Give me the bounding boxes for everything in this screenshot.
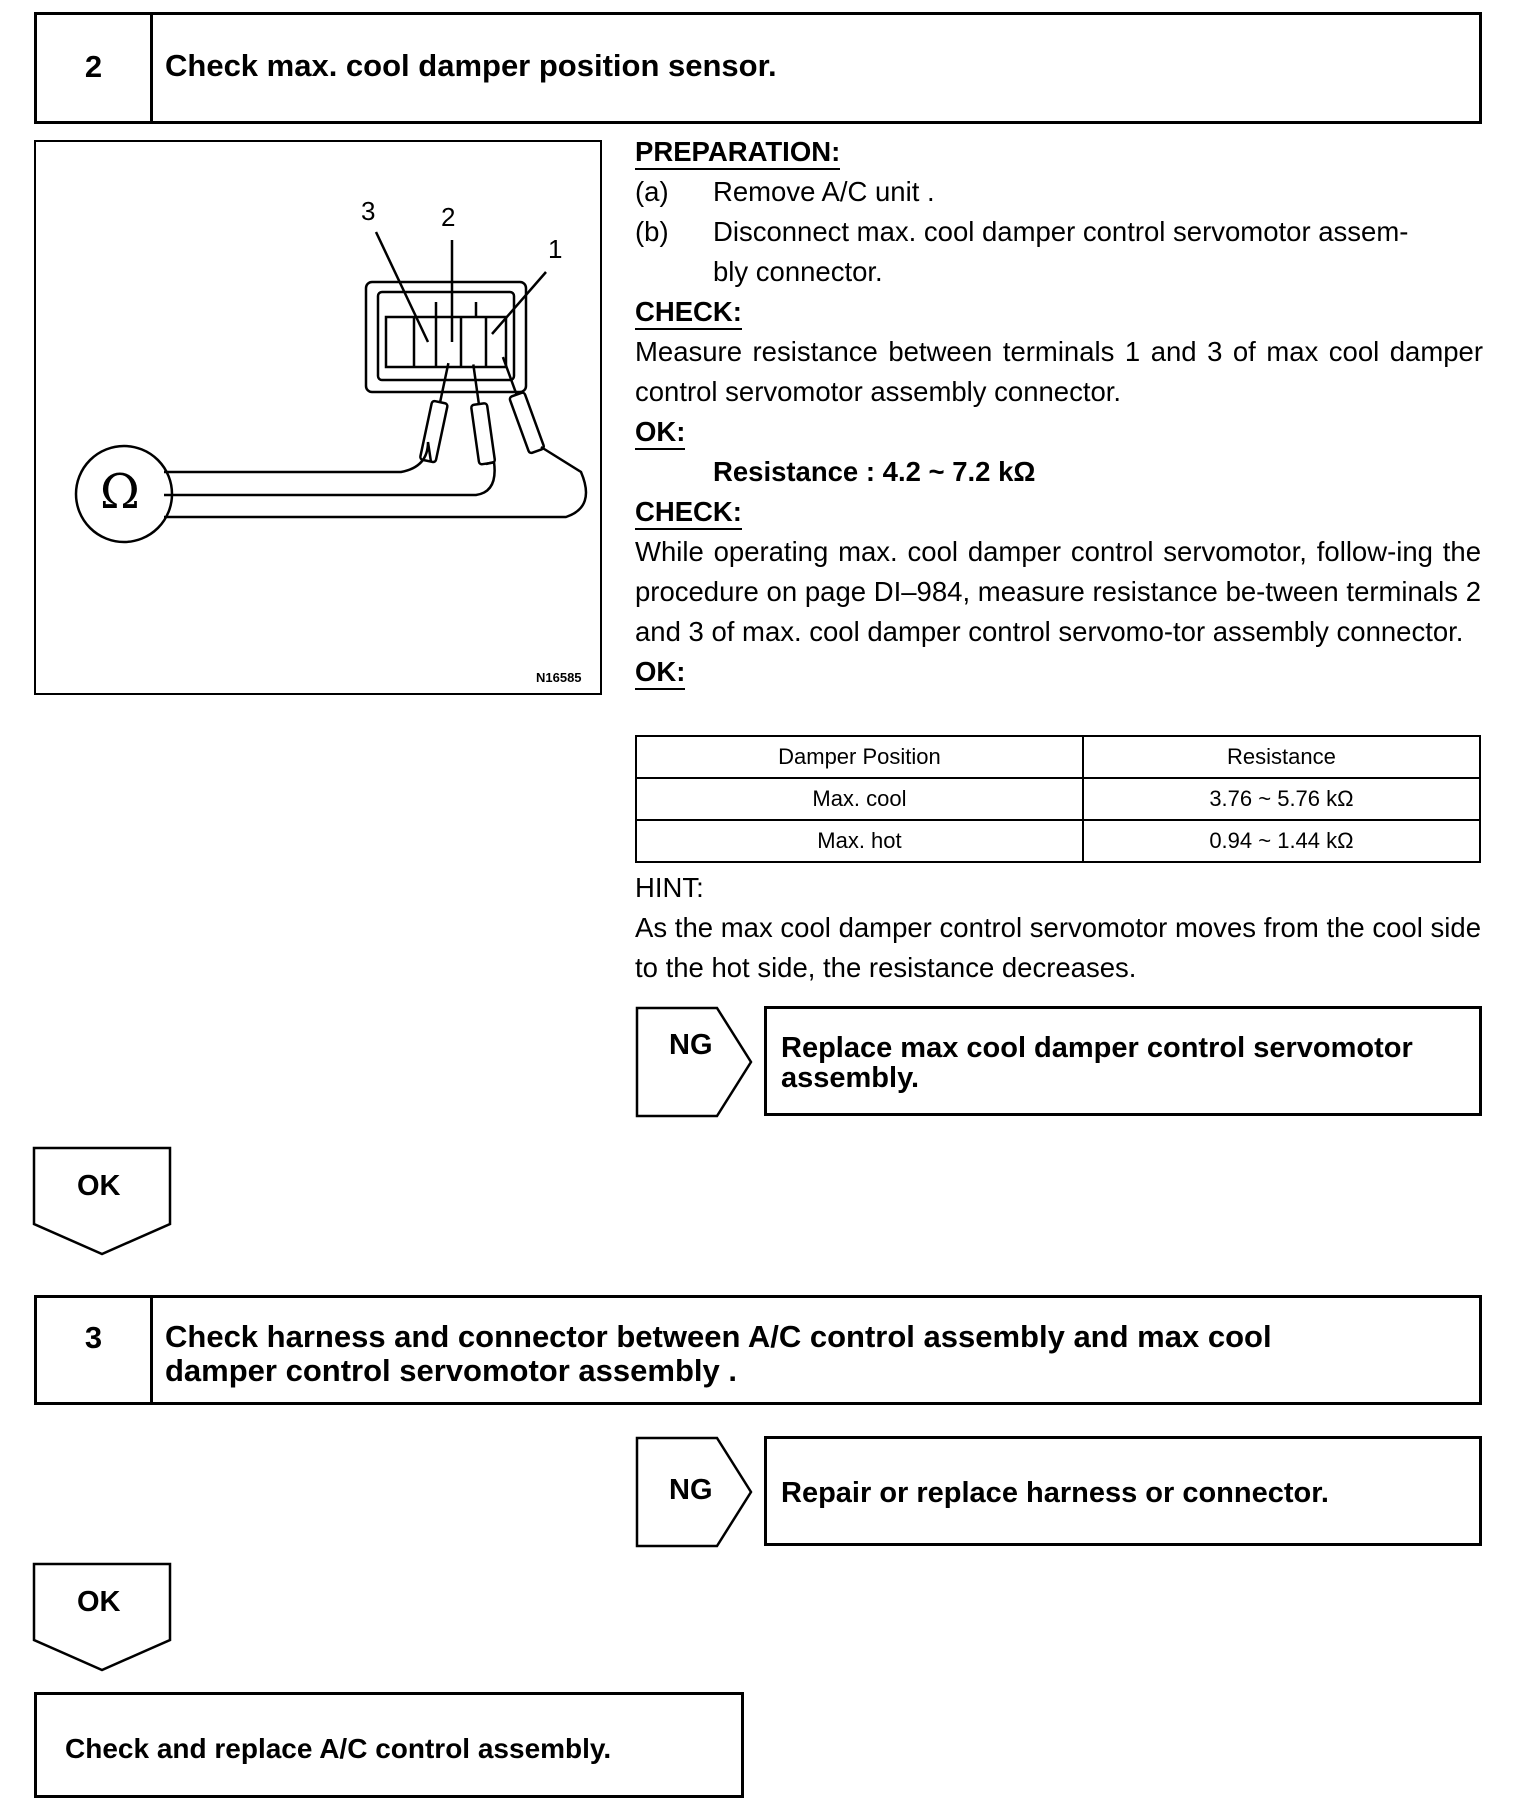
final-action-box — [34, 1692, 744, 1798]
ng-result-text-2: Repair or replace harness or connector. — [781, 1477, 1329, 1509]
check-text: Measure resistance between terminals 1 and 3 of max cool damper control servomotor assembly connector. — [635, 336, 1483, 407]
step-number: 2 — [37, 15, 153, 121]
ng-result-2 — [764, 1436, 1482, 1546]
final-action-text: Check and replace A/C control assembly. — [65, 1733, 612, 1764]
instructions-column — [635, 132, 1483, 692]
table-cell: Max. cool — [636, 778, 1083, 820]
terminal-label-2: 2 — [441, 202, 456, 232]
item-continuation: bly connector. — [713, 256, 883, 287]
table-cell: 3.76 ~ 5.76 kΩ — [1083, 778, 1480, 820]
step-title-line-1: Check harness and connector between A/C control assembly and max cool — [165, 1319, 1272, 1354]
ok-label-2: OK — [77, 1586, 121, 1618]
preparation-heading: PREPARATION: — [635, 136, 840, 170]
table-cell: Max. hot — [636, 820, 1083, 862]
ok-heading-2: OK: — [635, 656, 685, 690]
step-number: 3 — [37, 1298, 153, 1402]
table-header-row — [636, 736, 1480, 778]
ng-label-1: NG — [669, 1029, 713, 1061]
item-label: (b) — [635, 216, 669, 247]
ng-result-1 — [764, 1006, 1482, 1116]
ohmmeter-diagram — [36, 142, 600, 693]
terminal-label-1: 1 — [548, 234, 563, 264]
check-heading-2: CHECK: — [635, 496, 742, 530]
table-header: Resistance — [1083, 736, 1480, 778]
resistance-table-wrap — [635, 735, 1481, 863]
table-row — [636, 820, 1480, 862]
ng-label-2: NG — [669, 1474, 713, 1506]
connector-figure — [34, 140, 602, 695]
step-3-header — [34, 1295, 1482, 1405]
ng-result-text-1: Replace max cool damper control servomotor assembly. — [781, 1032, 1413, 1094]
item-text: Disconnect max. cool damper control servomotor assem- — [713, 216, 1409, 247]
step-title-line-2: damper control servomotor assembly . — [165, 1353, 737, 1388]
table-row — [636, 778, 1480, 820]
hint-heading: HINT: — [635, 872, 704, 903]
resistance-spec: Resistance : 4.2 ~ 7.2 kΩ — [713, 456, 1036, 487]
item-label: (a) — [635, 176, 669, 207]
ng-arrow-1 — [635, 1006, 757, 1118]
hint-text: As the max cool damper control servomotor moves from the cool side to the hot side, the resistance decreases. — [635, 912, 1481, 983]
step-title — [153, 1298, 1272, 1402]
hint-block — [635, 868, 1481, 988]
preparation-item-b — [635, 212, 1483, 252]
item-text: Remove A/C unit . — [713, 176, 935, 207]
check-text-2: While operating max. cool damper control servomotor, follow-ing the procedure on page DI–984, measure resistance be-tween terminals 2 and 3 of max. cool damper control servomo-tor assembly connector. — [635, 536, 1481, 647]
preparation-item-a — [635, 172, 1483, 212]
figure-id: N16585 — [536, 670, 582, 685]
ok-heading: OK: — [635, 416, 685, 450]
step-2-header — [34, 12, 1482, 124]
resistance-table — [635, 735, 1481, 863]
table-header: Damper Position — [636, 736, 1083, 778]
step-title: Check max. cool damper position sensor. — [165, 48, 777, 83]
check-heading: CHECK: — [635, 296, 742, 330]
table-cell: 0.94 ~ 1.44 kΩ — [1083, 820, 1480, 862]
terminal-label-3: 3 — [361, 196, 376, 226]
ohm-symbol: Ω — [100, 464, 140, 520]
ok-label-1: OK — [77, 1170, 121, 1202]
